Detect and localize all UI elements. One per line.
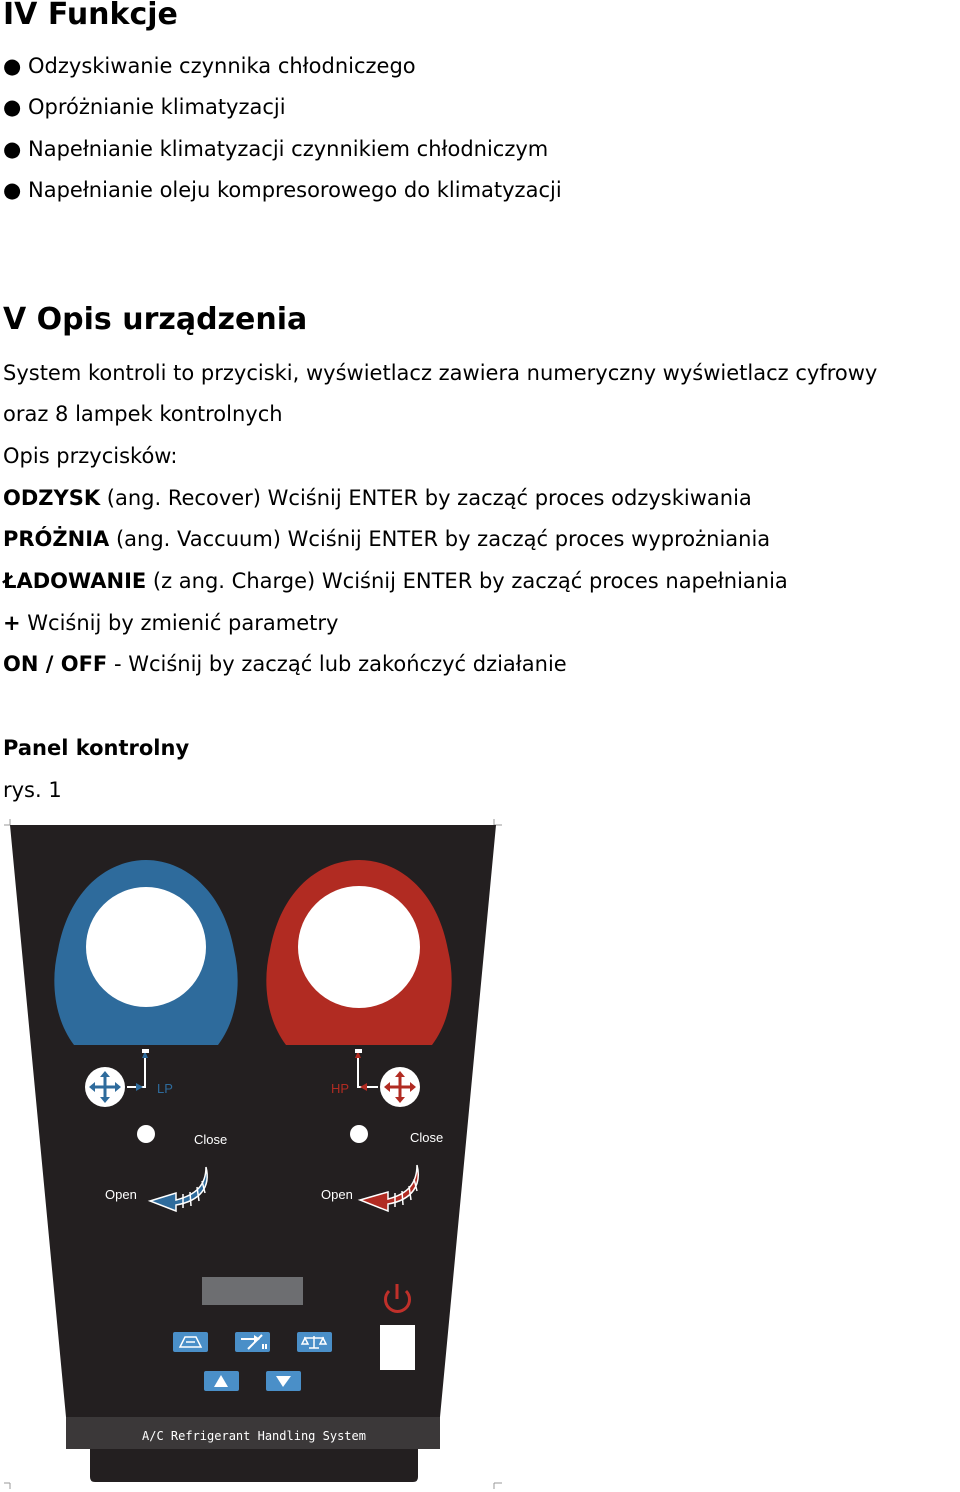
lp-valve-knob[interactable] bbox=[137, 1125, 155, 1143]
button-description: ŁADOWANIE (z ang. Charge) Wciśnij ENTER by zacząć proces napełniania bbox=[3, 569, 788, 593]
buttons-title: Opis przycisków: bbox=[3, 444, 178, 468]
button-name: ODZYSK bbox=[3, 486, 101, 510]
hp-valve-knob[interactable] bbox=[350, 1125, 368, 1143]
hp-open-label: Open bbox=[321, 1187, 353, 1202]
figure-caption: rys. 1 bbox=[3, 778, 62, 802]
button-description: + Wciśnij by zmienić parametry bbox=[3, 611, 339, 635]
button-name: ON / OFF bbox=[3, 652, 108, 676]
recover-button[interactable] bbox=[173, 1332, 208, 1352]
bullet: ● bbox=[3, 178, 22, 202]
list-item: ● Odzyskiwanie czynnika chłodniczego bbox=[3, 54, 416, 78]
up-button[interactable] bbox=[204, 1371, 239, 1391]
panel-heading: Panel kontrolny bbox=[3, 736, 190, 760]
vacuum-button[interactable] bbox=[235, 1332, 270, 1352]
hp-gauge-face bbox=[298, 886, 420, 1008]
section-heading-funkcje: IV Funkcje bbox=[3, 0, 178, 32]
button-description: PRÓŻNIA (ang. Vaccuum) Wciśnij ENTER by zacząć proces wyprożniania bbox=[3, 527, 771, 551]
button-name: ŁADOWANIE bbox=[3, 569, 147, 593]
button-name: + bbox=[3, 611, 21, 635]
lp-label: LP bbox=[157, 1081, 173, 1096]
button-description: ODZYSK (ang. Recover) Wciśnij ENTER by zacząć proces odzyskiwania bbox=[3, 486, 752, 510]
bullet: ● bbox=[3, 95, 22, 119]
charge-button[interactable] bbox=[297, 1332, 332, 1352]
hp-label: HP bbox=[331, 1081, 350, 1096]
intro-line: oraz 8 lampek kontrolnych bbox=[3, 402, 283, 426]
button-description: ON / OFF - Wciśnij by zacząć lub zakończyć działanie bbox=[3, 652, 567, 676]
list-item: ● Napełnianie oleju kompresorowego do klimatyzacji bbox=[3, 178, 562, 202]
down-button[interactable] bbox=[266, 1371, 301, 1391]
intro-line: System kontroli to przyciski, wyświetlacz zawiera numeryczny wyświetlacz cyfrowy bbox=[3, 361, 878, 385]
lp-gauge-face bbox=[86, 887, 206, 1007]
lp-close-label: Close bbox=[194, 1132, 228, 1147]
list-item: ● Napełnianie klimatyzacji czynnikiem chłodniczym bbox=[3, 137, 549, 161]
bullet: ● bbox=[3, 137, 22, 161]
button-name: PRÓŻNIA bbox=[3, 527, 110, 551]
power-switch[interactable] bbox=[380, 1325, 415, 1370]
digital-display bbox=[202, 1277, 303, 1305]
hp-close-label: Close bbox=[410, 1130, 444, 1145]
section-heading-opis: V Opis urządzenia bbox=[3, 302, 308, 337]
footer-text: A/C Refrigerant Handling System bbox=[142, 1429, 366, 1443]
list-item: ● Opróżnianie klimatyzacji bbox=[3, 95, 286, 119]
bullet: ● bbox=[3, 54, 22, 78]
lp-open-label: Open bbox=[105, 1187, 137, 1202]
control-panel-figure bbox=[0, 815, 510, 1492]
